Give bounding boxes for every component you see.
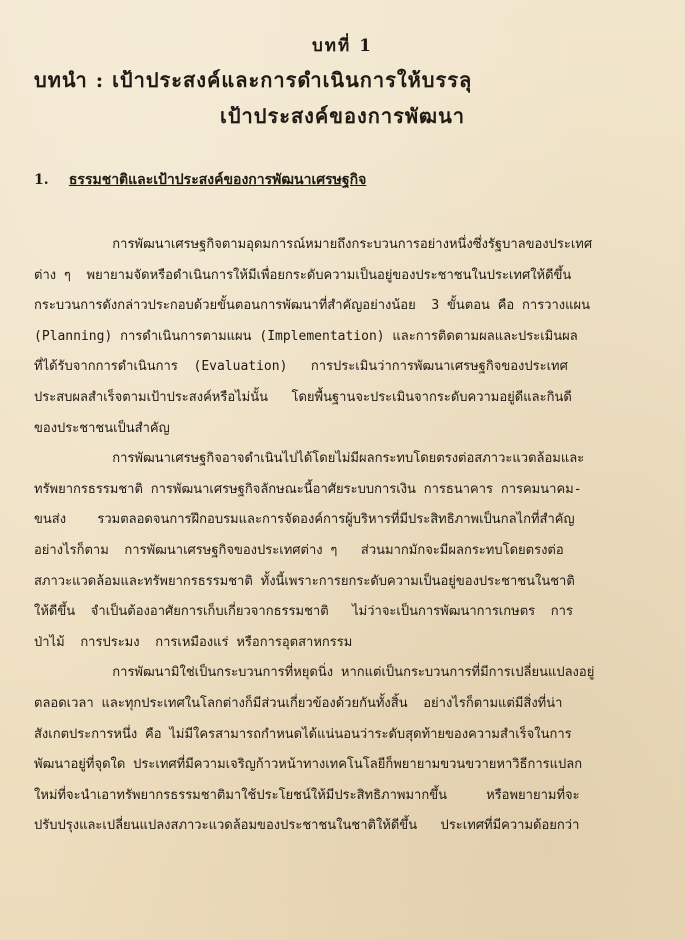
body-text <box>34 230 656 842</box>
chapter-title-line-1: บทนำ : เป้าประสงค์และการดำเนินการให้บรรลุ <box>34 68 473 92</box>
paragraph-line: ที่ได้รับจากการดำเนินการ (Evaluation) การประเมินว่าการพัฒนาเศรษฐกิจของประเทศ <box>34 359 568 375</box>
paragraph-line: ป่าไม้ การประมง การเหมืองแร่ หรือการอุตสาหกรรม <box>34 634 353 650</box>
paragraph-line: อย่างไรก็ตาม การพัฒนาเศรษฐกิจของประเทศต่าง ๆ ส่วนมากมักจะมีผลกระทบโดยตรงต่อ <box>34 542 564 558</box>
paragraph-line: ใหม่ที่จะนำเอาทรัพยากรธรรมชาติมาใช้ประโยชน์ให้มีประสิทธิภาพมากขึ้น หรือพยายามที่จะ <box>34 787 580 803</box>
paragraph-line: พัฒนาอยู่ที่จุดใด ประเทศที่มีความเจริญก้าวหน้าทางเทคโนโลยีก็พยายามขวนขวายหาวิธีการแปลก <box>34 757 583 773</box>
chapter-heading: บทที่ 1 <box>312 36 373 56</box>
paragraph-line: ปรับปรุงและเปลี่ยนแปลงสภาวะแวดล้อมของประชาชนในชาติให้ดีขึ้น ประเทศที่มีความด้อยกว่า <box>34 818 580 834</box>
paragraph-line: ต่าง ๆ พยายามจัดหรือดำเนินการให้มีเพื่อยกระดับความเป็นอยู่ของประชาชนในประเทศให้ดีขึ้น <box>34 267 572 283</box>
paragraph-line: การพัฒนามิใช่เป็นกระบวนการที่หยุดนิ่ง หากแต่เป็นกระบวนการที่มีการเปลี่ยนแปลงอยู่ <box>34 665 595 681</box>
paragraph-line: ทรัพยากรธรรมชาติ การพัฒนาเศรษฐกิจลักษณะนี้อาศัยระบบการเงิน การธนาคาร การคมนาคม- <box>34 481 582 497</box>
paragraph-line: การพัฒนาเศรษฐกิจตามอุดมการณ์หมายถึงกระบวนการอย่างหนึ่งซึ่งรัฐบาลของประเทศ <box>34 237 593 252</box>
paragraph-line: สภาวะแวดล้อมและทรัพยากรธรรมชาติ ทั้งนี้เพราะการยกระดับความเป็นอยู่ของประชาชนในชาติ <box>34 573 575 589</box>
paragraph-line: กระบวนการดังกล่าวประกอบด้วยขั้นตอนการพัฒนาที่สำคัญอย่างน้อย 3 ขั้นตอน คือ การวางแผน <box>34 298 591 314</box>
paragraph-line: ตลอดเวลา และทุกประเทศในโลกต่างก็มีส่วนเกี่ยวข้องด้วยกันทั้งสิ้น อย่างไรก็ตามแต่มีสิ่งที่น่า <box>34 695 563 711</box>
paragraph-line: ของประชาชนเป็นสำคัญ <box>34 420 170 436</box>
section-heading <box>34 169 366 191</box>
paragraph-line: สังเกตประการหนึ่ง คือ ไม่มีใครสามารถกำหนดได้แน่นอนว่าระดับสุดท้ายของความสำเร็จในการ <box>34 726 572 742</box>
paragraph-1 <box>34 230 656 444</box>
chapter-title-line-2: เป้าประสงค์ของการพัฒนา <box>220 104 465 128</box>
paragraph-line: การพัฒนาเศรษฐกิจอาจดำเนินไปได้โดยไม่มีผลกระทบโดยตรงต่อสภาวะแวดล้อมและ <box>34 451 585 467</box>
paragraph-line: ขนส่ง รวมตลอดจนการฝึกอบรมและการจัดองค์การผู้บริหารที่มีประสิทธิภาพเป็นกลไกที่สำคัญ <box>34 512 575 528</box>
paragraph-line: ประสบผลสำเร็จตามเป้าประสงค์หรือไม่นั้น โดยพื้นฐานจะประเมินจากระดับความอยู่ดีและกินดี <box>34 389 572 405</box>
paragraph-2 <box>34 444 656 658</box>
section-title: ธรรมชาติและเป้าประสงค์ของการพัฒนาเศรษฐกิจ <box>68 172 367 188</box>
paragraph-line: ให้ดีขึ้น จำเป็นต้องอาศัยการเก็บเกี่ยวจากธรรมชาติ ไม่ว่าจะเป็นการพัฒนาการเกษตร การ <box>34 604 573 620</box>
paragraph-3 <box>34 658 656 842</box>
paragraph-line: (Planning) การดำเนินการตามแผน (Implementation) และการติดตามผลและประเมินผล <box>34 328 578 344</box>
section-number: 1. <box>34 172 49 188</box>
